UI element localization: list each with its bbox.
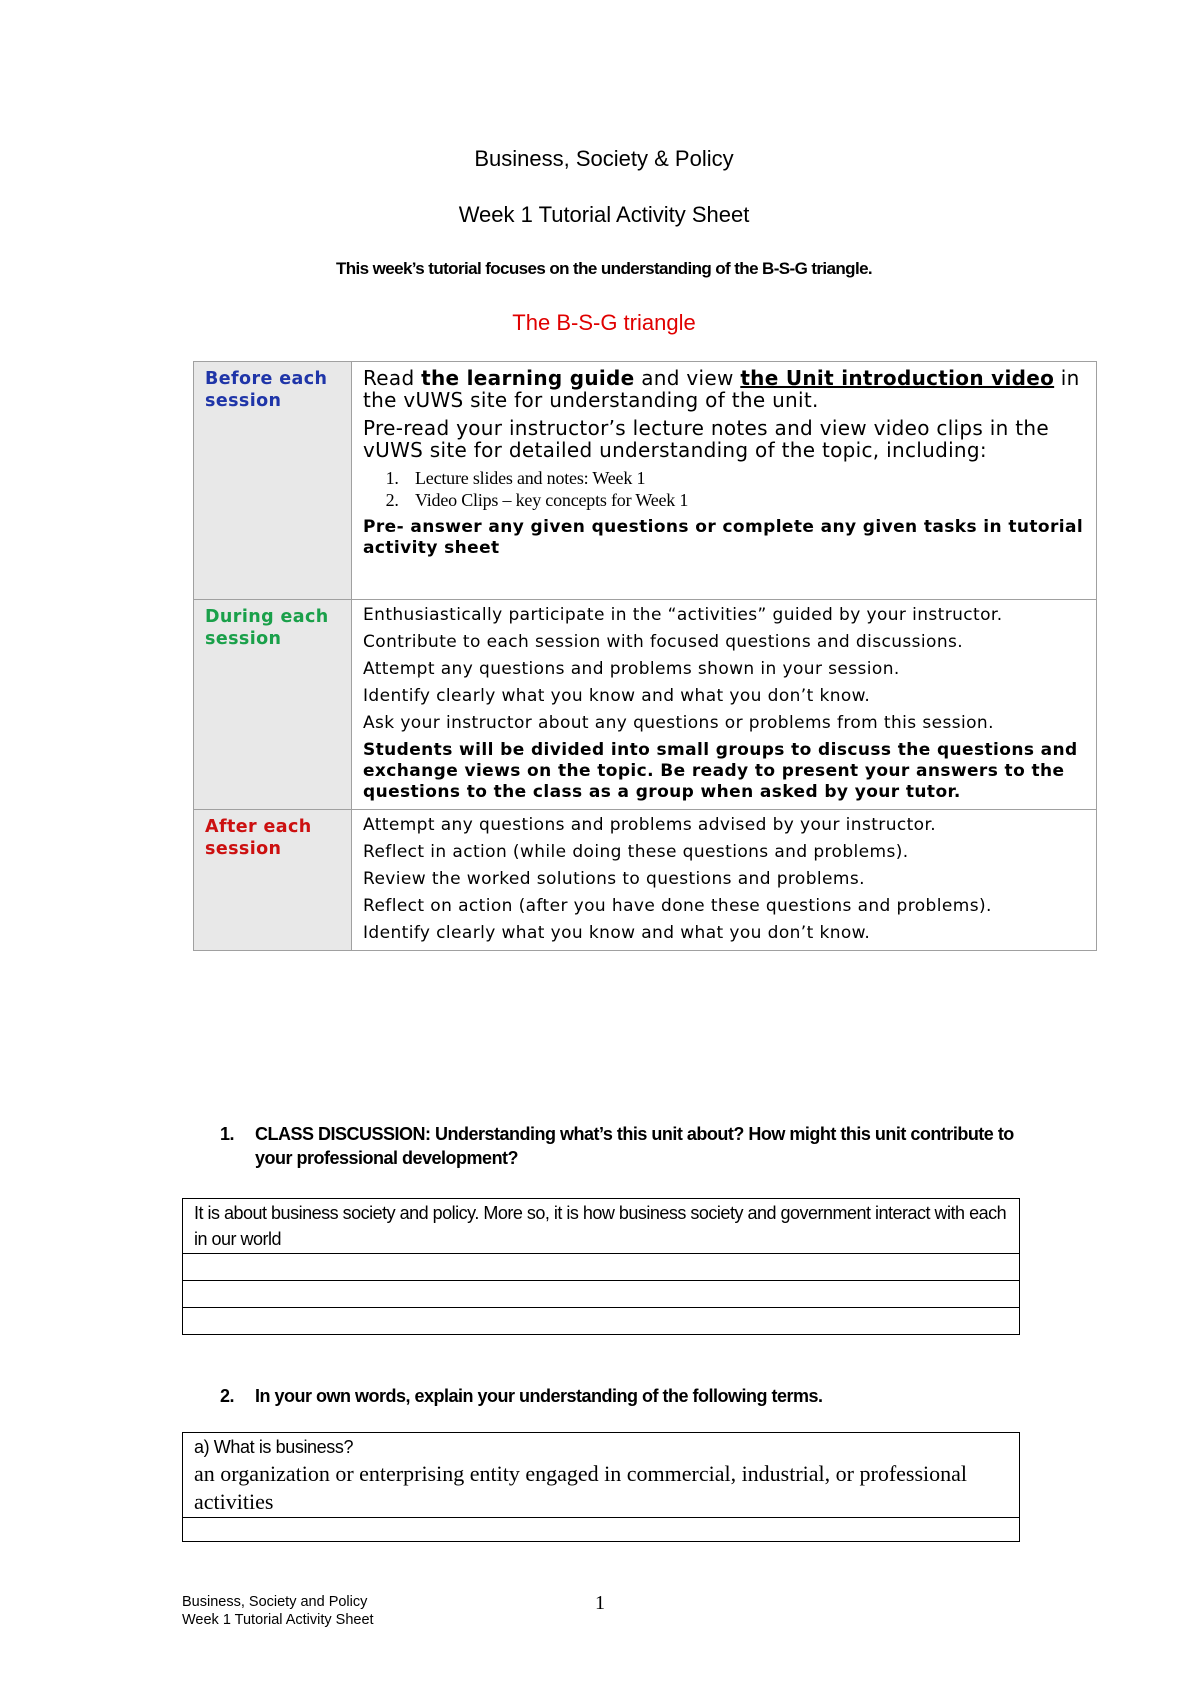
preread-text: Pre-read your instructor’s lecture notes and view video clips in the vUWS site for detailed understanding of the topic, including: xyxy=(363,416,1049,462)
after-line: Review the worked solutions to questions and problems. xyxy=(363,869,865,889)
before-session-content xyxy=(352,362,1097,600)
preread-list xyxy=(363,467,1086,511)
unit-intro-video-link: the Unit introduction video xyxy=(740,366,1055,390)
session-activities-table xyxy=(193,361,1097,951)
group-work-note: Students will be divided into small groups to discuss the questions and exchange views on the topic. Be ready to present your answers to the questions to the class as a group when asked by your tutor. xyxy=(363,740,1078,802)
and-view-text: and view xyxy=(634,366,741,390)
preread-item-video-clips: 2. Video Clips – key concepts for Week 1 xyxy=(403,489,1086,511)
question-2 xyxy=(220,1384,1020,1408)
question-2-text: In your own words, explain your understanding of the following terms. xyxy=(255,1386,823,1406)
question-2-number: 2. xyxy=(220,1386,235,1406)
after-line: Reflect on action (after you have done these questions and problems). xyxy=(363,896,992,916)
page-number: 1 xyxy=(595,1592,605,1614)
document-title: Business, Society & Policy xyxy=(474,146,734,171)
read-prefix: Read xyxy=(363,366,422,390)
after-session-label: After each session xyxy=(205,817,312,859)
sheet-title: Week 1 Tutorial Activity Sheet xyxy=(458,202,750,227)
after-line: Attempt any questions and problems advised by your instructor. xyxy=(363,815,937,835)
during-line: Attempt any questions and problems shown in your session. xyxy=(363,659,900,679)
question-1 xyxy=(220,1122,1020,1170)
during-line: Ask your instructor about any questions or problems from this session. xyxy=(363,713,994,733)
during-session-content xyxy=(352,600,1097,810)
during-line: Enthusiastically participate in the “activities” guided by your instructor. xyxy=(363,605,1003,625)
during-session-label-cell xyxy=(194,600,352,810)
question-1-text: CLASS DISCUSSION: Understanding what’s this unit about? How might this unit contribute to your professional development? xyxy=(255,1124,1014,1168)
during-session-label: During each session xyxy=(205,607,329,649)
preread-item-lecture-slides: 1. Lecture slides and notes: Week 1 xyxy=(403,467,1086,489)
read-guide-line xyxy=(363,367,1086,411)
answer-blank-line[interactable] xyxy=(183,1308,1020,1335)
during-line: Identify clearly what you know and what you don’t know. xyxy=(363,686,871,706)
after-line: Identify clearly what you know and what you don’t know. xyxy=(363,923,871,943)
question-1-answer-table xyxy=(182,1198,1020,1335)
footer xyxy=(182,1593,374,1629)
question-2a-answer[interactable]: an organization or enterprising entity engaged in commercial, industrial, or professional activities xyxy=(194,1461,968,1514)
after-session-row xyxy=(194,810,1097,951)
answer-blank-line[interactable] xyxy=(183,1281,1020,1308)
after-line: Reflect in action (while doing these questions and problems). xyxy=(363,842,909,862)
learning-guide-text: the learning guide xyxy=(421,366,635,390)
during-line: Contribute to each session with focused questions and discussions. xyxy=(363,632,964,652)
footer-course-name: Business, Society and Policy xyxy=(182,1594,368,1610)
focus-statement: This week’s tutorial focuses on the understanding of the B-S-G triangle. xyxy=(335,259,873,278)
after-session-content xyxy=(352,810,1097,951)
during-session-row xyxy=(194,600,1097,810)
read-suffix: in the vUWS site for understanding of the unit. xyxy=(363,366,1080,412)
answer-blank-line[interactable] xyxy=(183,1518,1020,1542)
question-2-answer-table xyxy=(182,1432,1020,1542)
question-1-answer[interactable]: It is about business society and policy. More so, it is how business society and government interact with each in our world xyxy=(183,1199,1020,1254)
question-2a-prompt: a) What is business? xyxy=(194,1437,354,1457)
after-session-label-cell xyxy=(194,810,352,951)
question-1-number: 1. xyxy=(220,1124,235,1144)
answer-blank-line[interactable] xyxy=(183,1254,1020,1281)
before-session-row xyxy=(194,362,1097,600)
question-2a-cell[interactable] xyxy=(183,1433,1020,1518)
section-title: The B-S-G triangle xyxy=(512,310,696,335)
before-session-label-cell xyxy=(194,362,352,600)
preanswer-text: Pre- answer any given questions or complete any given tasks in tutorial activity sheet xyxy=(363,517,1084,558)
footer-sheet-name: Week 1 Tutorial Activity Sheet xyxy=(182,1612,374,1628)
before-session-label: Before each session xyxy=(205,369,328,411)
